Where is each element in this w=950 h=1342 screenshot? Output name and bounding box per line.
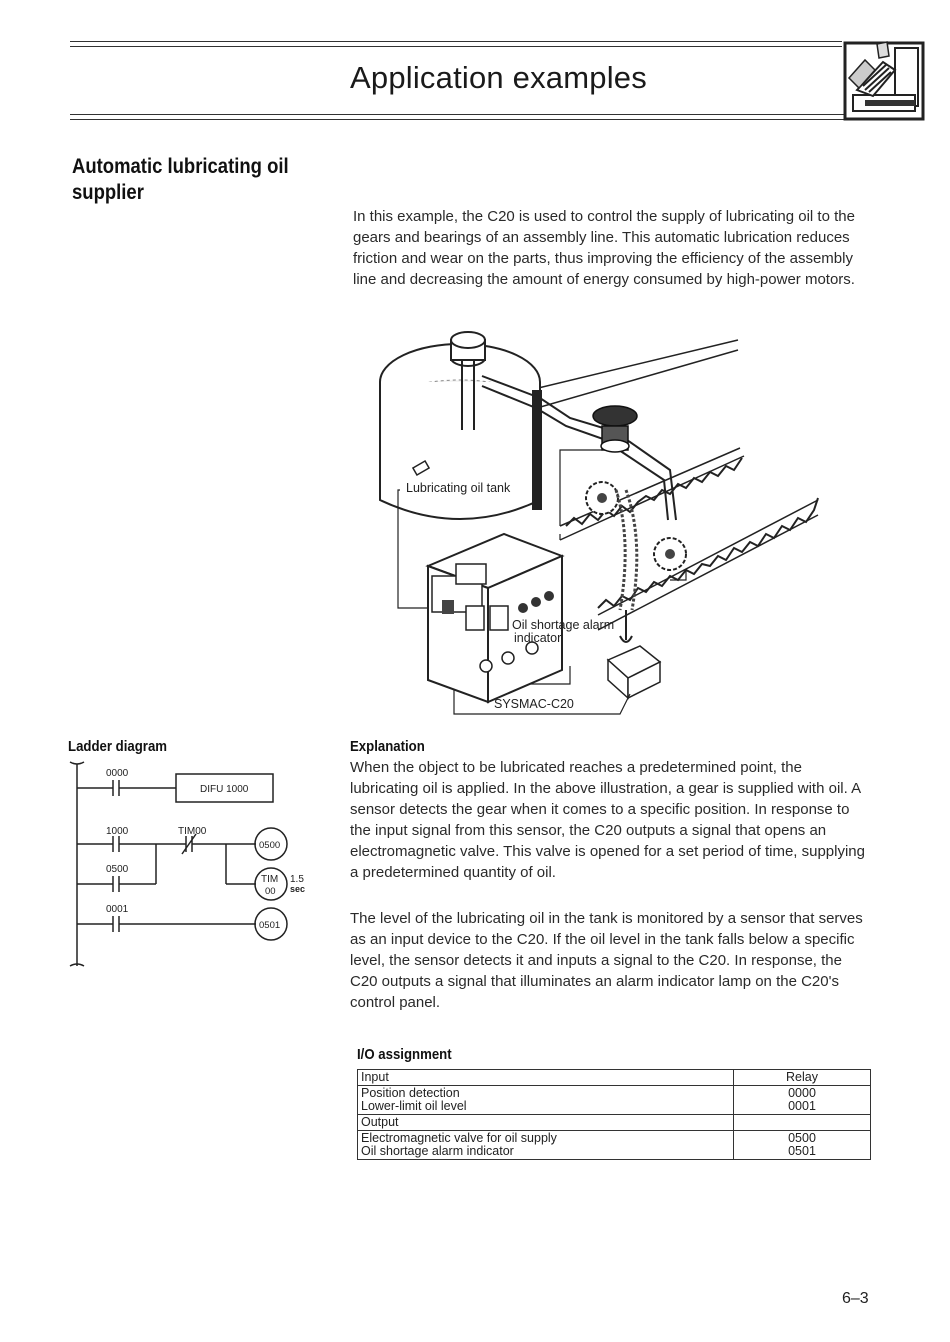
gear-rack-lower xyxy=(598,498,818,608)
io-heading: I/O assignment xyxy=(357,1046,452,1063)
contact-tim00-label: TIM00 xyxy=(178,826,207,837)
ladder-diagram xyxy=(66,760,326,975)
contact-0000-label: 0000 xyxy=(106,768,129,779)
input-name: Lower-limit oil level xyxy=(361,1099,467,1113)
intro-paragraph: In this example, the C20 is used to control the supply of lubricating oil to the gears and bearings of an assembly line. This automatic lubrication reduces friction and wear on the parts, thus improving the efficiency of the assembly line and decreasing the amount of energy consumed by high-power motors. xyxy=(353,208,855,288)
ladder-heading: Ladder diagram xyxy=(68,738,168,755)
electromagnetic-valve xyxy=(593,406,637,426)
alarm-label-line2: indicator xyxy=(514,631,562,645)
page-number: 6–3 xyxy=(842,1290,869,1307)
output-header: Output xyxy=(358,1115,734,1131)
output-name: Electromagnetic valve for oil supply xyxy=(361,1131,557,1145)
output-relay: 0501 xyxy=(788,1144,816,1158)
io-assignment-table xyxy=(357,1069,871,1160)
alarm-indicator-lamp xyxy=(518,603,528,613)
explanation-paragraph-2: The level of the lubricating oil in the tank is monitored by a sensor that serves as an input device to the C20. If the oil level in the tank falls below a specific level, the sensor detects it and inputs a signal to the C20. In response, the C20 outputs a signal that illuminates an alarm indicator lamp on the C20's control panel. xyxy=(350,910,863,1011)
lubrication-system-illustration xyxy=(370,330,830,722)
explanation-paragraph-1: When the object to be lubricated reaches a predetermined point, the lubricating oil is applied. In the above illustration, a gear is supplied with oil. A sensor detects the gear when it comes to a specific position. In response to the input signal from this sensor, the C20 outputs a signal that opens an electromagnetic valve. This valve is opened for a set period of time, supplying a predetermined quantity of oil. xyxy=(350,759,865,881)
io-table-output-header-row xyxy=(358,1115,871,1131)
chapter-icon xyxy=(843,40,927,122)
header-rule-top-2 xyxy=(70,46,842,47)
contact-0001-label: 0001 xyxy=(106,904,129,915)
tank-label: Lubricating oil tank xyxy=(406,481,511,495)
header-rule-top xyxy=(70,41,842,42)
difu-label: DIFU 1000 xyxy=(200,784,249,795)
io-table-header-row xyxy=(358,1070,871,1086)
timer-unit: sec xyxy=(290,884,306,894)
header-rule-bottom-2 xyxy=(70,119,845,120)
contact-0500-label: 0500 xyxy=(106,864,129,875)
output-name: Oil shortage alarm indicator xyxy=(361,1144,514,1158)
input-relay: 0001 xyxy=(788,1099,816,1113)
alarm-label-line1: Oil shortage alarm xyxy=(512,618,615,632)
contact-1000-label: 1000 xyxy=(106,826,129,837)
controller-label: SYSMAC-C20 xyxy=(494,697,574,711)
table-row xyxy=(358,1086,871,1115)
input-header: Input xyxy=(358,1070,734,1086)
table-row xyxy=(358,1131,871,1160)
coil-0500-label: 0500 xyxy=(259,840,281,851)
page-title: Application examples xyxy=(350,60,647,95)
timer-value: 1.5 xyxy=(290,874,304,885)
timer-label-line2: 00 xyxy=(265,886,276,897)
explanation-heading: Explanation xyxy=(350,738,425,755)
input-name: Position detection xyxy=(361,1086,460,1100)
section-title: Automatic lubricating oil supplier xyxy=(72,155,289,204)
header-rule-bottom xyxy=(70,114,845,115)
relay-header: Relay xyxy=(734,1070,871,1086)
output-relay: 0500 xyxy=(788,1131,816,1145)
timer-label-line1: TIM xyxy=(261,874,279,885)
coil-0501-label: 0501 xyxy=(259,920,281,931)
input-relay: 0000 xyxy=(788,1086,816,1100)
